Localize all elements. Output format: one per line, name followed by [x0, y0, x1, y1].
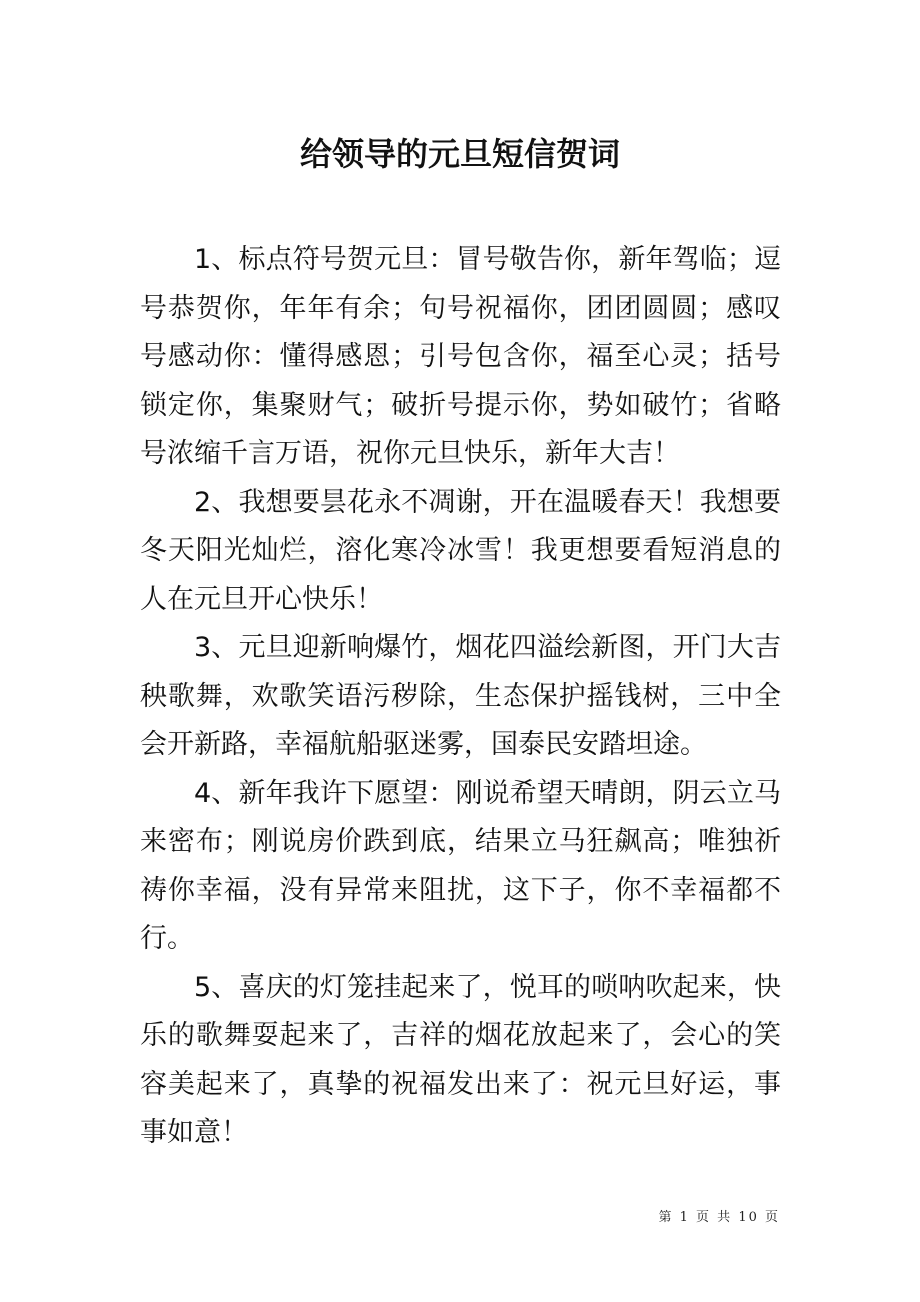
paragraph-3: 3、元旦迎新响爆竹，烟花四溢绘新图，开门大吉秧歌舞，欢歌笑语污秽除，生态保护摇钱树，三中全会开新路，幸福航船驱迷雾，国泰民安踏坦途。: [140, 632, 781, 760]
paragraph-4: 4、新年我许下愿望：刚说希望天晴朗，阴云立马来密布；刚说房价跌到底，结果立马狂飙高；唯独祈祷你幸福，没有异常来阻扰，这下子，你不幸福都不行。: [140, 777, 781, 954]
document-body: [140, 236, 781, 1158]
page-number-footer: 第 1 页 共 10 页: [658, 1210, 780, 1225]
paragraph-1: 1、标点符号贺元旦：冒号敬告你，新年驾临；逗号恭贺你，年年有余；句号祝福你，团团圆圆；感叹号感动你：懂得感恩；引号包含你，福至心灵；括号锁定你，集聚财气；破折号提示你，势如破竹；省略号浓缩千言万语，祝你元旦快乐，新年大吉！: [140, 244, 781, 469]
paragraph-5: 5、喜庆的灯笼挂起来了，悦耳的唢呐吹起来，快乐的歌舞耍起来了，吉祥的烟花放起来了，会心的笑容美起来了，真挚的祝福发出来了：祝元旦好运，事事如意！: [140, 971, 781, 1148]
document-title: 给领导的元旦短信贺词: [299, 135, 620, 173]
paragraph-2: 2、我想要昙花永不凋谢，开在温暖春天！我想要冬天阳光灿烂，溶化寒冷冰雪！我更想要看短消息的人在元旦开心快乐！: [140, 486, 781, 615]
